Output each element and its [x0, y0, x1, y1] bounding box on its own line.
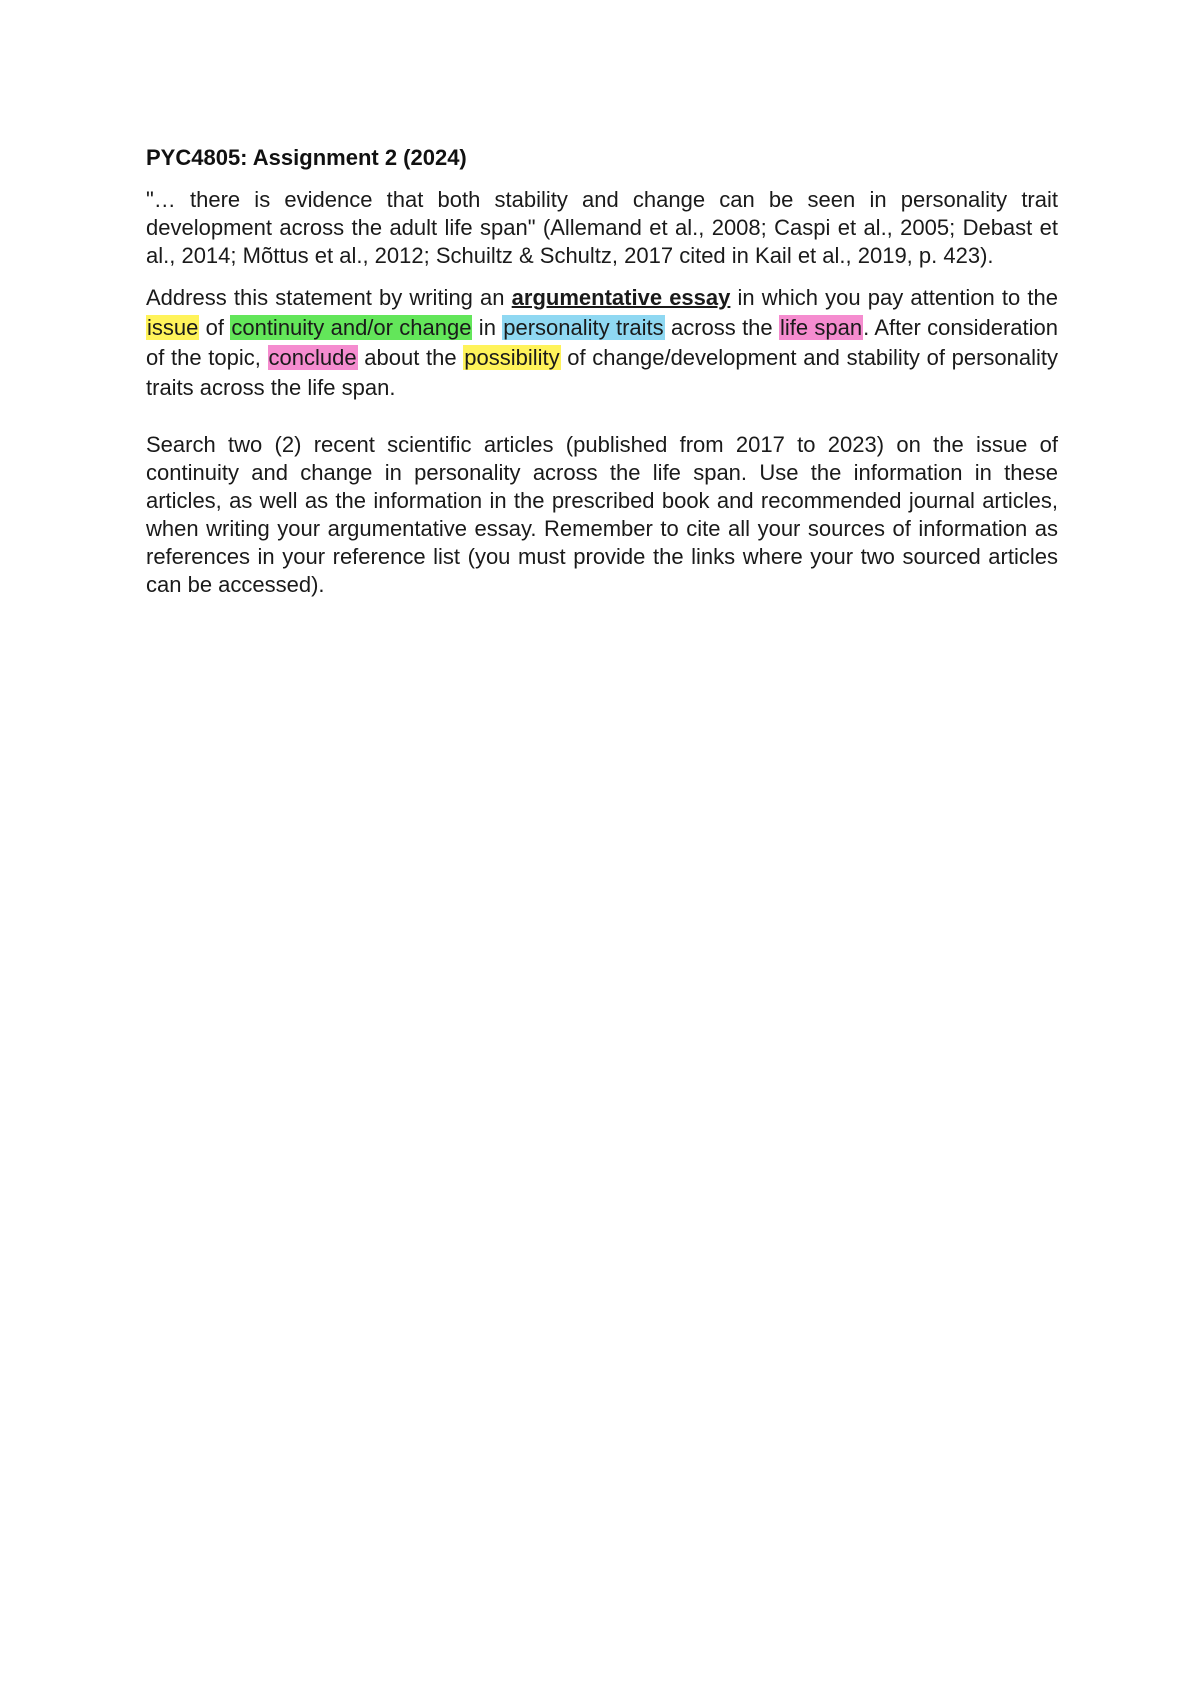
task-text: in which you pay attention to the — [730, 285, 1058, 310]
task-paragraph — [146, 283, 1058, 403]
search-instructions-paragraph: Search two (2) recent scientific articles (published from 2017 to 2023) on the issue of continuity and change in personality across the life span. Use the information in these articles, as well as the information in the prescribed book and recommended journal articles, when writing your argumentative essay. Remember to cite all your sources of information as references in your reference list (you must provide the links where your two sourced articles can be accessed). — [146, 432, 1058, 597]
highlight-continuity-change: continuity and/or change — [231, 315, 472, 340]
task-text: across the — [664, 315, 779, 340]
argumentative-essay-emphasis: argumentative essay — [511, 285, 731, 310]
highlight-life-span: life span — [779, 315, 863, 340]
highlight-issue: issue — [147, 315, 199, 340]
task-text: . After consideration of the topic, — [146, 315, 1058, 370]
highlight-conclude: conclude — [268, 345, 357, 370]
task-text: Address this statement by writing an — [146, 285, 512, 310]
highlight-possibility: possibility — [464, 345, 560, 370]
highlight-personality-traits: personality traits — [503, 315, 664, 340]
quote-paragraph: "… there is evidence that both stability and change can be seen in personality trait development across the adult life span" (Allemand et al., 2008; Caspi et al., 2005; Debast et al., 2014; Mõttus et al., 2012; Schuiltz & Schultz, 2017 cited in Kail et al., 2019, p. 423). — [146, 187, 1058, 268]
task-text: of change/development and stability of personality traits across the life span. — [146, 345, 1059, 400]
task-text: of — [199, 315, 231, 340]
task-text: in — [472, 315, 503, 340]
task-text: about the — [357, 345, 464, 370]
assignment-title: PYC4805: Assignment 2 (2024) — [146, 145, 467, 170]
document-body — [146, 144, 1058, 599]
